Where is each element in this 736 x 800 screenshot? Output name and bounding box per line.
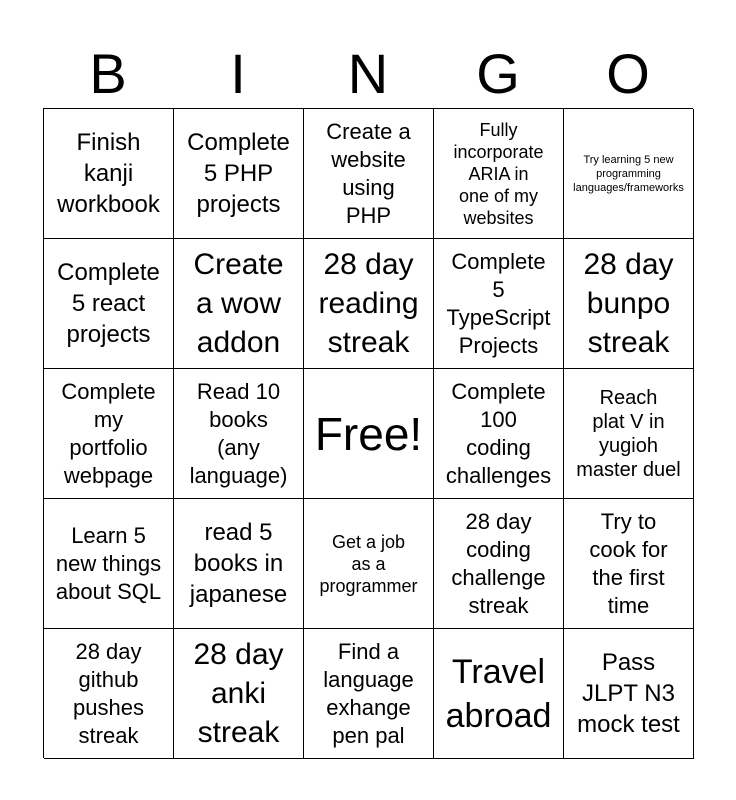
header-letter-b: B	[89, 42, 127, 105]
bingo-cell-text: Travel abroad	[445, 652, 552, 735]
bingo-cell-r4c3[interactable]	[304, 499, 434, 629]
bingo-cell-text: Read 10 books (any language)	[189, 378, 288, 488]
bingo-cell-r5c2[interactable]	[174, 629, 304, 759]
bingo-cell-r3c4[interactable]	[434, 369, 564, 499]
bingo-header	[43, 40, 693, 108]
bingo-cell-r4c2[interactable]	[174, 499, 304, 629]
bingo-cell-r2c1[interactable]	[44, 239, 174, 369]
bingo-cell-text: Find a language exhange pen pal	[323, 638, 414, 748]
bingo-cell-r5c1[interactable]	[44, 629, 174, 759]
bingo-cell-r4c4[interactable]	[434, 499, 564, 629]
header-letter-g: G	[476, 42, 520, 105]
bingo-cell-text: 28 day anki streak	[193, 638, 284, 749]
bingo-cell-r1c1[interactable]	[44, 109, 174, 239]
bingo-cell-text: Complete 5 TypeScript Projects	[446, 248, 551, 358]
bingo-cell-r3c1[interactable]	[44, 369, 174, 499]
bingo-cell-r5c3[interactable]	[304, 629, 434, 759]
bingo-cell-text: 28 day github pushes streak	[73, 638, 144, 748]
bingo-cell-text: Create a wow addon	[193, 248, 284, 359]
bingo-cell-text: Try learning 5 new programming languages/frameworks	[573, 153, 684, 194]
bingo-cell-r2c5[interactable]	[564, 239, 694, 369]
bingo-cell-r3c5[interactable]	[564, 369, 694, 499]
bingo-cell-text: Try to cook for the first time	[589, 508, 668, 618]
header-letter-n: N	[347, 42, 389, 105]
bingo-board	[43, 108, 693, 758]
bingo-cell-r2c2[interactable]	[174, 239, 304, 369]
bingo-cell-text: Complete 5 PHP projects	[187, 129, 290, 218]
bingo-cell-r5c5[interactable]	[564, 629, 694, 759]
bingo-cell-text: 28 day bunpo streak	[583, 248, 674, 359]
bingo-cell-text: Complete my portfolio webpage	[61, 378, 156, 488]
bingo-cell-r1c2[interactable]	[174, 109, 304, 239]
bingo-cell-r1c4[interactable]	[434, 109, 564, 239]
free-space-text: Free!	[314, 407, 423, 460]
bingo-cell-text: Reach plat V in yugioh master duel	[576, 386, 681, 481]
header-letter-o: O	[606, 42, 650, 105]
bingo-cell-r4c1[interactable]	[44, 499, 174, 629]
bingo-cell-text: Finish kanji workbook	[57, 129, 160, 218]
bingo-cell-text: Pass JLPT N3 mock test	[577, 649, 680, 738]
free-space-cell[interactable]	[304, 369, 434, 499]
bingo-cell-r2c3[interactable]	[304, 239, 434, 369]
bingo-cell-text: Get a job as a programmer	[319, 531, 418, 596]
bingo-cell-text: 28 day reading streak	[318, 248, 419, 359]
bingo-cell-text: Learn 5 new things about SQL	[55, 522, 162, 604]
bingo-cell-r3c2[interactable]	[174, 369, 304, 499]
bingo-cell-r4c5[interactable]	[564, 499, 694, 629]
bingo-cell-r2c4[interactable]	[434, 239, 564, 369]
bingo-cell-text: Create a website using PHP	[326, 118, 411, 228]
bingo-cell-r1c5[interactable]	[564, 109, 694, 239]
bingo-cell-r1c3[interactable]	[304, 109, 434, 239]
bingo-cell-text: read 5 books in japanese	[189, 519, 288, 608]
bingo-cell-text: Complete 5 react projects	[57, 259, 160, 348]
bingo-cell-r5c4[interactable]	[434, 629, 564, 759]
header-letter-i: I	[230, 42, 246, 105]
bingo-cell-text: Fully incorporate ARIA in one of my websites	[453, 119, 544, 228]
bingo-cell-text: Complete 100 coding challenges	[445, 378, 552, 488]
bingo-cell-text: 28 day coding challenge streak	[451, 508, 546, 618]
